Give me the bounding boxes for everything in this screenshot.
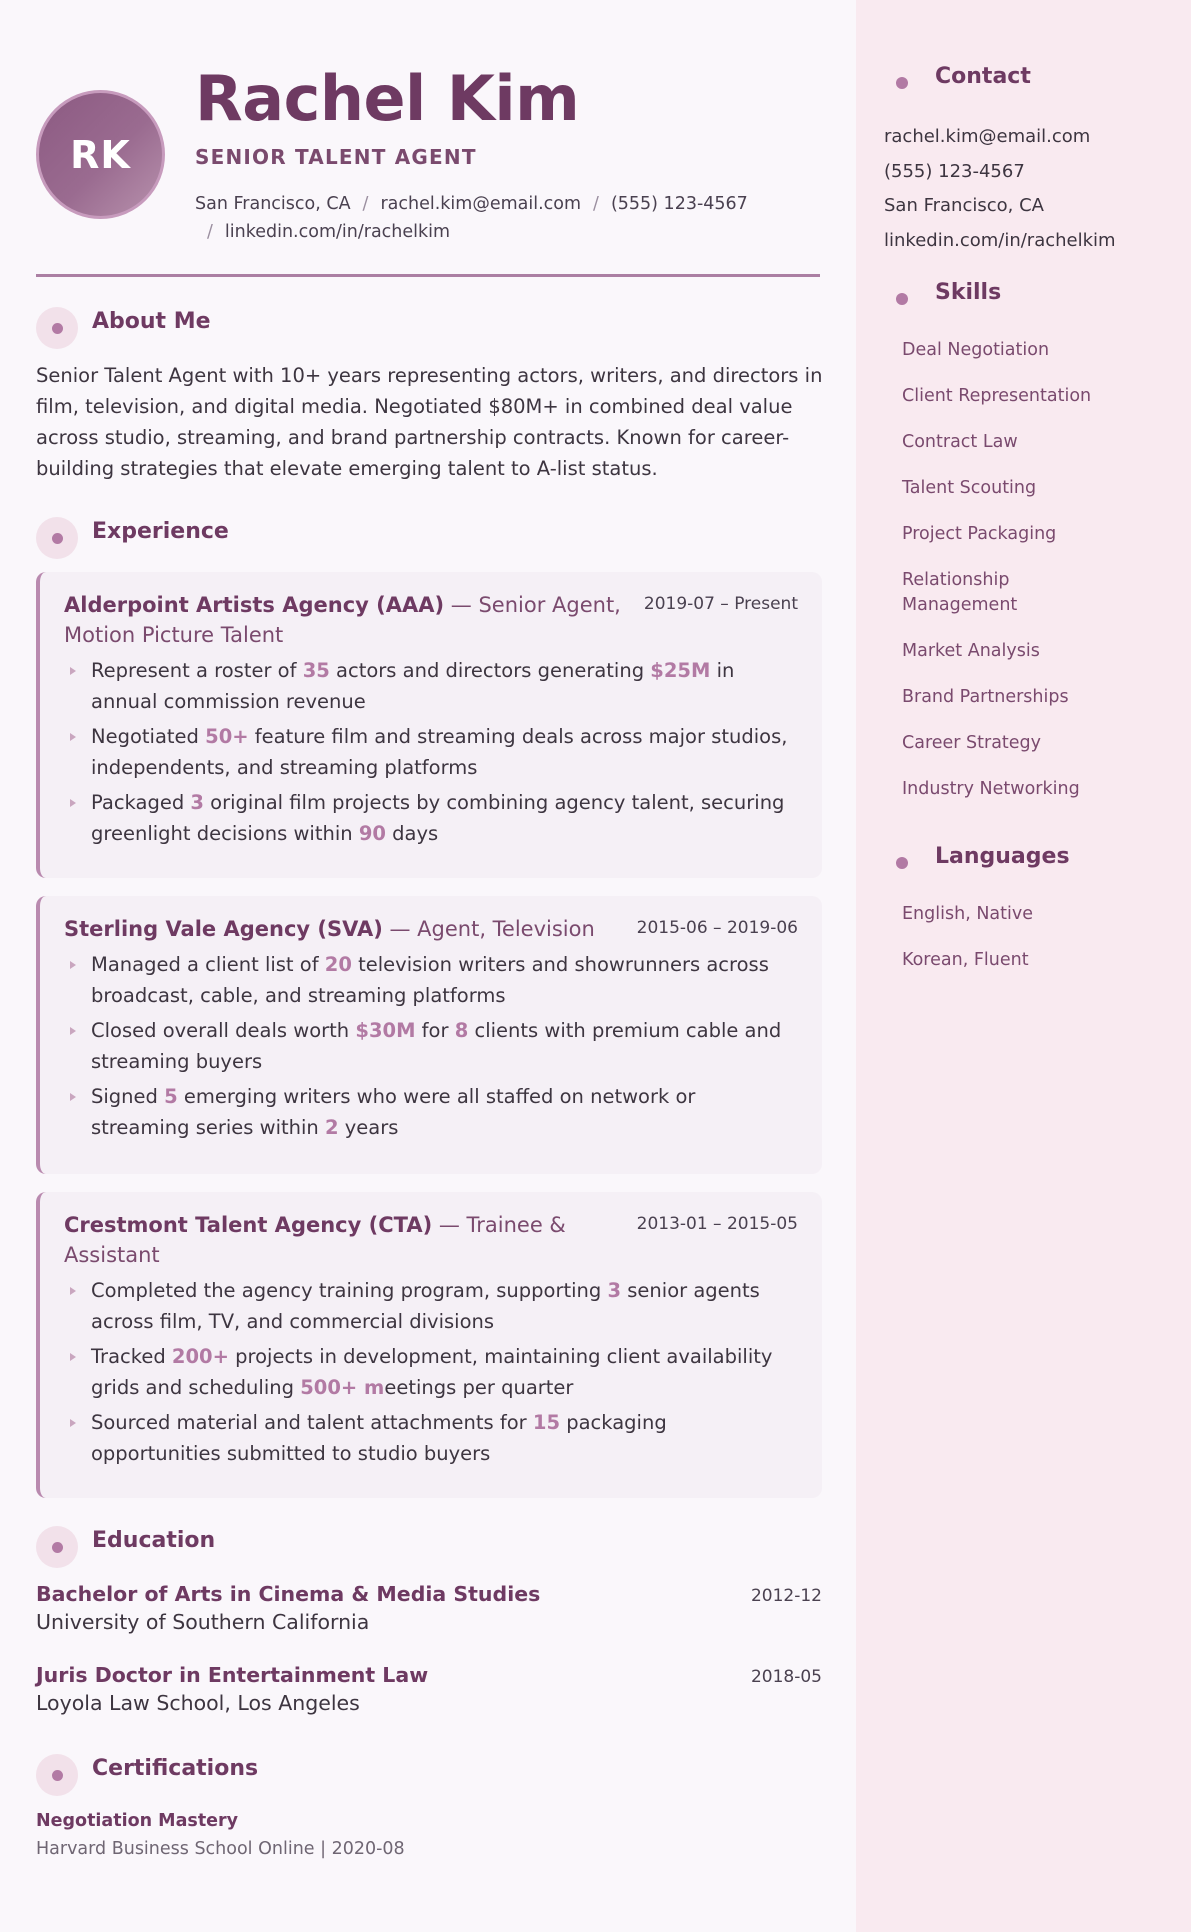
separator: / — [362, 194, 369, 214]
sidebar-email[interactable]: rachel.kim@email.com — [884, 126, 1091, 147]
sidebar-contact-list — [884, 120, 1116, 258]
achievement-text: original film projects by combining agency talent, securing greenlight decisions within — [91, 791, 785, 845]
header-location: San Francisco, CA — [195, 194, 351, 214]
section-title: Education — [92, 1527, 216, 1553]
skill-item: Market Analysis — [902, 641, 1040, 661]
bullet-dot-icon — [36, 1754, 78, 1796]
metric-highlight: 20 — [324, 953, 352, 976]
job-title: — Senior Agent, Motion Picture Talent — [64, 593, 621, 647]
achievement-text: in annual commission revenue — [91, 659, 735, 713]
bullet-dot-icon — [36, 517, 78, 559]
achievement-text: feature film and streaming deals across major studios, independents, and streaming platforms — [91, 725, 788, 779]
achievement-text: Sourced material and talent attachments for — [91, 1411, 533, 1434]
metric-highlight: 35 — [302, 659, 330, 682]
skills-list — [902, 338, 1132, 823]
achievement-text: packaging opportunities submitted to studio buyers — [91, 1411, 667, 1465]
achievement-item — [64, 788, 798, 849]
section-heading-certifications — [36, 1754, 258, 1796]
sidebar-phone[interactable]: (555) 123-4567 — [884, 160, 1025, 182]
education-date: 2012-12 — [750, 1586, 822, 1606]
sidebar-title: Skills — [935, 280, 1002, 305]
company-name: Crestmont Talent Agency (CTA) — [64, 1213, 433, 1237]
job-dates: 2013-01 – 2015-05 — [636, 1214, 798, 1234]
achievement-item — [64, 722, 798, 783]
achievement-item — [64, 1342, 798, 1403]
skill-item: Project Packaging — [902, 524, 1057, 544]
metric-highlight: 15 — [532, 1411, 561, 1434]
avatar — [36, 90, 165, 219]
header-phone[interactable]: (555) 123-4567 — [610, 194, 748, 214]
achievement-text: Packaged — [91, 791, 191, 814]
sidebar-heading-contact — [896, 64, 1031, 89]
section-title: Experience — [92, 518, 229, 544]
section-heading-education — [36, 1526, 215, 1568]
languages-list — [902, 902, 1033, 994]
job-role — [64, 590, 624, 650]
achievement-item — [64, 1082, 798, 1143]
skill-item: Brand Partnerships — [902, 687, 1069, 707]
achievement-text: clients with premium cable and streaming buyers — [91, 1019, 782, 1073]
achievement-text: emerging writers who were all staffed on network or streaming series within — [91, 1085, 696, 1139]
job-dates: 2019-07 – Present — [643, 594, 798, 614]
achievement-text: Managed a client list of — [91, 953, 325, 976]
language-item: Korean, Fluent — [902, 950, 1029, 970]
header-divider — [36, 274, 820, 277]
education-entry — [36, 1663, 822, 1715]
avatar-initials: RK — [70, 132, 131, 177]
education-date: 2018-05 — [750, 1667, 822, 1687]
achievement-item — [64, 950, 798, 1011]
metric-highlight: 3 — [607, 1279, 622, 1302]
candidate-headline: SENIOR TALENT AGENT — [195, 145, 477, 169]
job-title: — Agent, Television — [382, 917, 595, 941]
achievement-text: Signed — [91, 1085, 165, 1108]
bullet-dot-icon — [36, 1526, 78, 1568]
achievement-text: for — [415, 1019, 455, 1042]
header-linkedin[interactable]: linkedin.com/in/rachelkim — [224, 222, 451, 242]
achievement-item — [64, 1016, 798, 1077]
achievement-text: senior agents across film, TV, and commercial divisions — [91, 1279, 760, 1333]
header-contact-line — [195, 190, 815, 246]
school: University of Southern California — [36, 1610, 370, 1634]
sidebar-title: Languages — [935, 844, 1070, 869]
experience-card — [36, 896, 822, 1174]
metric-highlight: 500+ m — [300, 1375, 385, 1399]
skill-item: Contract Law — [902, 432, 1018, 452]
achievement-list — [64, 1276, 798, 1469]
skill-item: Industry Networking — [902, 779, 1080, 799]
skill-item: Talent Scouting — [902, 478, 1037, 498]
achievement-text: projects in development, maintaining client availability grids and scheduling — [91, 1345, 773, 1399]
separator: / — [593, 194, 599, 214]
skill-item: Deal Negotiation — [902, 340, 1050, 360]
achievement-text: actors and directors generating — [329, 659, 651, 682]
about-text: Senior Talent Agent with 10+ years representing actors, writers, and directors in film, television, and digital media. Negotiated $80M+ in combined deal value across studio, streaming, and brand partnership contracts. Known for career-building strategies that elevate emerging talent to A-list status. — [36, 364, 823, 480]
skill-item: Client Representation — [902, 386, 1092, 406]
metric-highlight: $30M — [355, 1019, 416, 1042]
metric-highlight: 5 — [164, 1085, 178, 1108]
sidebar-location: San Francisco, CA — [884, 195, 1044, 216]
achievement-item — [64, 656, 798, 717]
achievement-text: Negotiated — [91, 725, 206, 748]
metric-highlight: 90 — [358, 821, 386, 845]
job-title: — Trainee & Assistant — [64, 1213, 566, 1267]
metric-highlight: 200+ — [171, 1345, 229, 1368]
achievement-text: Represent a roster of — [91, 659, 303, 682]
sidebar-heading-skills — [896, 280, 1001, 305]
metric-highlight: 3 — [190, 791, 204, 814]
job-role — [64, 1210, 624, 1270]
language-item: English, Native — [902, 904, 1033, 924]
sidebar-linkedin[interactable]: linkedin.com/in/rachelkim — [884, 229, 1116, 251]
achievement-item — [64, 1276, 798, 1337]
certification-meta: Harvard Business School Online | 2020-08 — [36, 1839, 405, 1859]
achievement-text: Closed overall deals worth — [91, 1019, 356, 1042]
achievement-text: Tracked — [91, 1345, 172, 1368]
achievement-text: television writers and showrunners across broadcast, cable, and streaming platforms — [91, 953, 769, 1007]
header-email[interactable]: rachel.kim@email.com — [380, 194, 582, 214]
section-title: About Me — [92, 308, 211, 334]
achievement-list — [64, 950, 798, 1143]
achievement-item — [64, 1408, 798, 1469]
job-dates: 2015-06 – 2019-06 — [636, 918, 798, 938]
metric-highlight: 8 — [454, 1019, 469, 1042]
section-heading-experience — [36, 517, 229, 559]
bullet-dot-icon — [36, 307, 78, 349]
achievement-list — [64, 656, 798, 849]
separator: / — [207, 222, 213, 242]
degree: Juris Doctor in Entertainment Law — [36, 1663, 429, 1687]
company-name: Alderpoint Artists Agency (AAA) — [64, 593, 445, 617]
bullet-dot-icon — [896, 293, 908, 305]
sidebar-title: Contact — [935, 64, 1031, 89]
candidate-name: Rachel Kim — [195, 62, 580, 135]
degree: Bachelor of Arts in Cinema & Media Studies — [36, 1582, 541, 1606]
skill-item: Career Strategy — [902, 733, 1042, 753]
job-role — [64, 914, 624, 944]
achievement-text: years — [338, 1115, 399, 1139]
metric-highlight: $25M — [650, 659, 711, 682]
company-name: Sterling Vale Agency (SVA) — [64, 917, 383, 941]
achievement-text: days — [385, 821, 439, 845]
experience-card — [36, 572, 822, 878]
school: Loyola Law School, Los Angeles — [36, 1691, 360, 1715]
achievement-text: Completed the agency training program, supporting — [91, 1279, 608, 1302]
experience-card — [36, 1192, 822, 1498]
certification-name: Negotiation Mastery — [36, 1811, 239, 1831]
education-entry — [36, 1582, 822, 1634]
metric-highlight: 50+ — [205, 725, 249, 748]
section-heading-about — [36, 307, 211, 349]
bullet-dot-icon — [896, 77, 908, 89]
bullet-dot-icon — [896, 857, 908, 869]
metric-highlight: 2 — [324, 1115, 339, 1139]
achievement-text: eetings per quarter — [384, 1375, 574, 1399]
sidebar-heading-languages — [896, 844, 1070, 869]
skill-item: Relationship Management — [902, 570, 1018, 615]
section-title: Certifications — [92, 1755, 259, 1781]
